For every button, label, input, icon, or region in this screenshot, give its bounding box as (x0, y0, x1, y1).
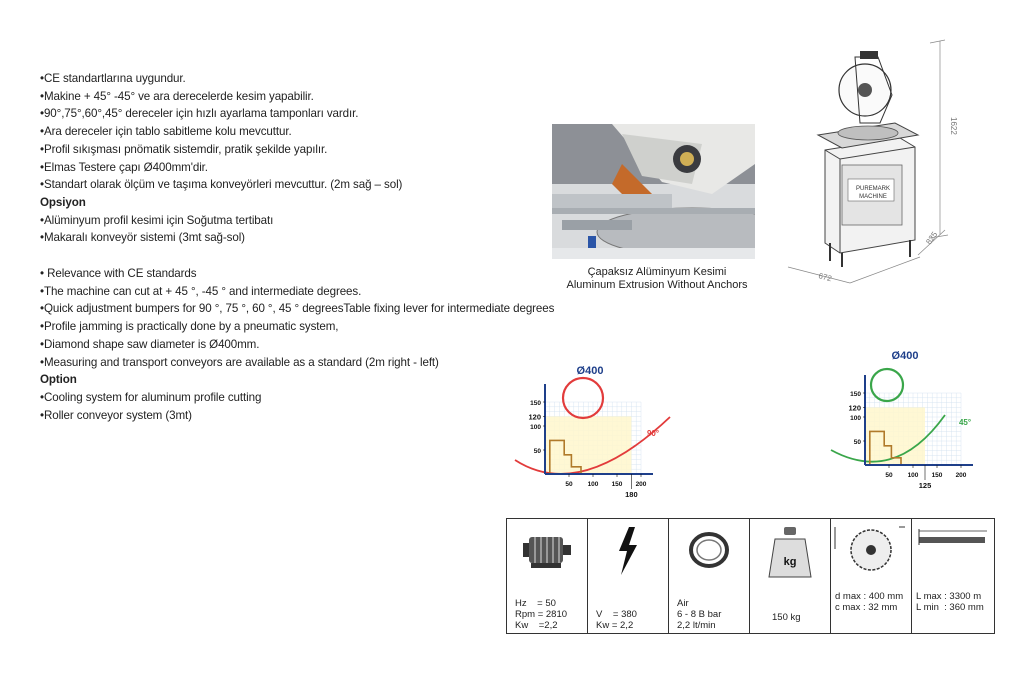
weight-icon-label: kg (783, 556, 797, 568)
weight-icon (750, 525, 830, 585)
brand-label-2: MACHINE (859, 194, 887, 200)
x-tick-label: 50 (885, 472, 893, 479)
spec-cell (507, 519, 588, 634)
saw-closeup-photo (552, 124, 755, 259)
chart-title: Ø400 (891, 350, 919, 362)
feature-line: • Relevance with CE standards (40, 267, 197, 280)
y-tick-label: 120 (528, 412, 541, 422)
profile-specs: L max : 3300 m L min : 360 mm (916, 591, 984, 613)
weight-specs: 150 kg (772, 612, 801, 623)
spec-cell (669, 519, 750, 634)
y-tick-label: 100 (530, 424, 541, 431)
x-extent-label: 180 (625, 490, 638, 499)
option-line: •Alüminyum profil kesimi için Soğutma tertibatı (40, 213, 274, 227)
x-extent-label: 125 (918, 481, 932, 490)
capacity-area (545, 416, 631, 474)
turkish-features (40, 70, 402, 247)
caption-turkish: Çapaksız Alüminyum Kesimi (587, 266, 727, 278)
spec-cell (588, 519, 669, 634)
feature-line: •Diamond shape saw diameter is Ø400mm. (40, 337, 260, 351)
electric-specs: V = 380 Kw = 2,2 (596, 609, 637, 631)
option-line: •Makaralı konveyör sistemi (3mt sağ-sol) (40, 231, 245, 245)
angle-label: 90° (646, 429, 660, 438)
option-heading: Opsiyon (40, 195, 86, 209)
dim-depth: 825 (924, 230, 940, 247)
capacity-area (865, 407, 925, 465)
x-tick-label: 100 (587, 481, 599, 488)
specs-table (506, 518, 988, 634)
blade-circle (563, 378, 603, 418)
spec-cell (831, 519, 912, 634)
english-features (40, 265, 554, 424)
spec-cell (750, 519, 831, 634)
motor-specs: Hz = 50 Rpm = 2810 Kw =2,2 (515, 598, 568, 631)
dim-width: 672 (817, 271, 833, 284)
electric-icon (588, 525, 668, 585)
feature-line: •CE standartlarına uygundur. (40, 72, 186, 85)
caption-english: Aluminum Extrusion Without Anchors (566, 279, 748, 291)
x-tick-label: 100 (907, 472, 919, 479)
cut-chart-90 (505, 362, 685, 512)
dim-height: 1622 (949, 117, 958, 135)
chart-title: Ø400 (576, 365, 604, 377)
y-tick-label: 100 (850, 415, 861, 422)
feature-line: •Standart olarak ölçüm ve taşıma konveyörleri mevcuttur. (2m sağ – sol) (40, 178, 403, 192)
brand-label: PUREMARK (855, 186, 891, 192)
angle-label: 45° (958, 418, 972, 427)
feature-line: •Measuring and transport conveyors are available as a standard (2m right - left) (40, 355, 439, 369)
feature-line: •Ara dereceler için tablo sabitleme kolu mevcuttur. (40, 125, 292, 139)
feature-line: •Profil sıkışması pnömatik sistemdir, pratik şekilde yapılır. (40, 142, 328, 156)
feature-line: •Quick adjustment bumpers for 90 °, 75 °, 60 °, 45 ° degreesTable fixing lever for intermediate degrees (40, 302, 555, 316)
air-specs: Air 6 - 8 B bar 2,2 lt/min (677, 598, 722, 631)
saw-specs: d max : 400 mm c max : 32 mm (835, 591, 904, 613)
x-tick-label: 150 (611, 481, 623, 488)
y-tick-label: 120 (848, 403, 861, 413)
profile-length-icon (912, 525, 994, 585)
y-tick-label: 150 (530, 400, 541, 407)
machine-drawing (780, 35, 990, 290)
feature-line: •Elmas Testere çapı Ø400mm'dir. (40, 160, 208, 174)
air-ring-icon (669, 525, 749, 585)
feature-line: •90°,75°,60°,45° dereceler için hızlı ayarlama tamponları vardır. (40, 107, 359, 121)
motor-icon (507, 525, 587, 585)
spec-cell (912, 519, 995, 634)
y-tick-label: 150 (850, 391, 861, 398)
y-tick-label: 50 (533, 448, 541, 455)
cut-chart-45 (825, 345, 1005, 505)
feature-line: •Makine + 45° -45° ve ara derecelerde kesim yapabilir. (40, 89, 314, 103)
option-heading: Option (40, 373, 77, 387)
x-tick-label: 200 (955, 472, 967, 479)
option-line: •Cooling system for aluminum profile cutting (40, 390, 262, 404)
x-tick-label: 150 (931, 472, 943, 479)
blade-circle (871, 369, 903, 401)
option-line: •Roller conveyor system (3mt) (40, 408, 192, 422)
x-tick-label: 50 (565, 481, 573, 488)
saw-blade-icon (831, 525, 911, 585)
y-tick-label: 50 (853, 439, 861, 446)
photo-caption (552, 266, 762, 292)
feature-line: •The machine can cut at + 45 °, -45 ° and intermediate degrees. (40, 284, 362, 298)
feature-line: •Profile jamming is practically done by a pneumatic system, (40, 320, 339, 334)
x-tick-label: 200 (635, 481, 647, 488)
